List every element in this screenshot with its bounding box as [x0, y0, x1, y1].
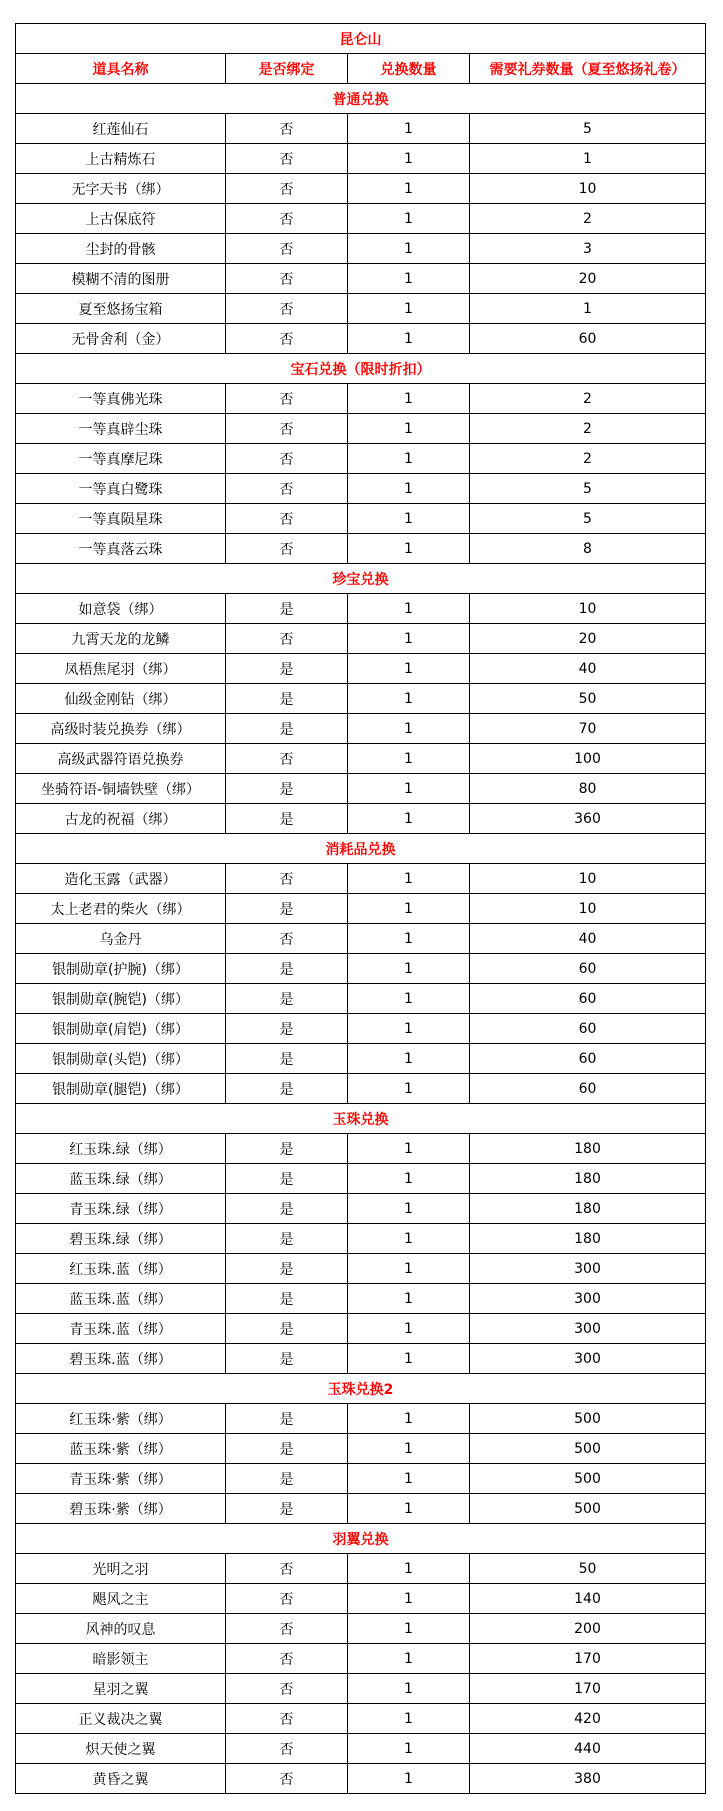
section-row [16, 1374, 706, 1404]
item-name-cell: 高级武器符语兑换券 [16, 744, 226, 774]
voucher-cost-cell: 60 [470, 324, 706, 354]
section-title: 普通兑换 [16, 84, 706, 114]
bound-cell: 否 [226, 234, 348, 264]
voucher-cost-cell: 10 [470, 894, 706, 924]
table-row [16, 774, 706, 804]
quantity-cell: 1 [348, 864, 470, 894]
quantity-cell: 1 [348, 1554, 470, 1584]
table-row [16, 1464, 706, 1494]
bound-cell: 否 [226, 114, 348, 144]
item-name-cell: 一等真白鹭珠 [16, 474, 226, 504]
table-row [16, 1704, 706, 1734]
quantity-cell: 1 [348, 1344, 470, 1374]
item-name-cell: 蓝玉珠.绿（绑） [16, 1164, 226, 1194]
item-name-cell: 上古精炼石 [16, 144, 226, 174]
bound-cell: 否 [226, 1674, 348, 1704]
quantity-cell: 1 [348, 1434, 470, 1464]
table-row [16, 1014, 706, 1044]
item-name-cell: 银制勋章(腿铠)（绑） [16, 1074, 226, 1104]
table-row [16, 864, 706, 894]
table-row [16, 954, 706, 984]
bound-cell: 是 [226, 1194, 348, 1224]
section-title: 玉珠兑换 [16, 1104, 706, 1134]
voucher-cost-cell: 2 [470, 414, 706, 444]
bound-cell: 否 [226, 444, 348, 474]
item-name-cell: 如意袋（绑） [16, 594, 226, 624]
section-row [16, 1104, 706, 1134]
section-row [16, 564, 706, 594]
item-name-cell: 青玉珠.绿（绑） [16, 1194, 226, 1224]
voucher-cost-cell: 40 [470, 924, 706, 954]
voucher-cost-cell: 40 [470, 654, 706, 684]
quantity-cell: 1 [348, 984, 470, 1014]
item-name-cell: 一等真落云珠 [16, 534, 226, 564]
item-name-cell: 银制勋章(肩铠)（绑） [16, 1014, 226, 1044]
voucher-cost-cell: 10 [470, 864, 706, 894]
item-name-cell: 古龙的祝福（绑） [16, 804, 226, 834]
voucher-cost-cell: 170 [470, 1674, 706, 1704]
bound-cell: 否 [226, 924, 348, 954]
voucher-cost-cell: 3 [470, 234, 706, 264]
voucher-cost-cell: 180 [470, 1134, 706, 1164]
bound-cell: 否 [226, 1704, 348, 1734]
voucher-cost-cell: 500 [470, 1494, 706, 1524]
item-name-cell: 碧玉珠.蓝（绑） [16, 1344, 226, 1374]
bound-cell: 否 [226, 864, 348, 894]
item-name-cell: 坐骑符语-铜墙铁壁（绑） [16, 774, 226, 804]
quantity-cell: 1 [348, 1704, 470, 1734]
quantity-cell: 1 [348, 294, 470, 324]
item-name-cell: 银制勋章(头铠)（绑） [16, 1044, 226, 1074]
voucher-cost-cell: 5 [470, 504, 706, 534]
bound-cell: 否 [226, 504, 348, 534]
table-row [16, 504, 706, 534]
bound-cell: 否 [226, 1644, 348, 1674]
bound-cell: 是 [226, 1404, 348, 1434]
quantity-cell: 1 [348, 504, 470, 534]
voucher-cost-cell: 60 [470, 1044, 706, 1074]
quantity-cell: 1 [348, 924, 470, 954]
item-name-cell: 高级时装兑换券（绑） [16, 714, 226, 744]
table-row [16, 1644, 706, 1674]
quantity-cell: 1 [348, 444, 470, 474]
item-name-cell: 凤梧焦尾羽（绑） [16, 654, 226, 684]
table-row [16, 234, 706, 264]
table-row [16, 474, 706, 504]
quantity-cell: 1 [348, 1674, 470, 1704]
table-row [16, 1074, 706, 1104]
table-row [16, 1734, 706, 1764]
quantity-cell: 1 [348, 1494, 470, 1524]
quantity-cell: 1 [348, 144, 470, 174]
voucher-cost-cell: 10 [470, 174, 706, 204]
quantity-cell: 1 [348, 954, 470, 984]
voucher-cost-cell: 300 [470, 1254, 706, 1284]
quantity-cell: 1 [348, 744, 470, 774]
table-row [16, 1584, 706, 1614]
bound-cell: 是 [226, 954, 348, 984]
quantity-cell: 1 [348, 534, 470, 564]
section-title: 消耗品兑换 [16, 834, 706, 864]
item-name-cell: 光明之羽 [16, 1554, 226, 1584]
item-name-cell: 蓝玉珠·紫（绑） [16, 1434, 226, 1464]
voucher-cost-cell: 80 [470, 774, 706, 804]
table-row [16, 174, 706, 204]
quantity-cell: 1 [348, 1764, 470, 1794]
item-name-cell: 红玉珠.绿（绑） [16, 1134, 226, 1164]
table-row [16, 1164, 706, 1194]
item-name-cell: 一等真陨星珠 [16, 504, 226, 534]
item-name-cell: 青玉珠·紫（绑） [16, 1464, 226, 1494]
voucher-cost-cell: 360 [470, 804, 706, 834]
voucher-cost-cell: 300 [470, 1344, 706, 1374]
item-name-cell: 模糊不清的图册 [16, 264, 226, 294]
bound-cell: 否 [226, 264, 348, 294]
item-name-cell: 红玉珠·紫（绑） [16, 1404, 226, 1434]
table-row [16, 384, 706, 414]
quantity-cell: 1 [348, 1134, 470, 1164]
bound-cell: 是 [226, 654, 348, 684]
voucher-cost-cell: 60 [470, 1074, 706, 1104]
item-name-cell: 蓝玉珠.蓝（绑） [16, 1284, 226, 1314]
bound-cell: 否 [226, 204, 348, 234]
voucher-cost-cell: 20 [470, 624, 706, 654]
table-row [16, 1554, 706, 1584]
voucher-cost-cell: 200 [470, 1614, 706, 1644]
table-row [16, 1194, 706, 1224]
bound-cell: 否 [226, 1764, 348, 1794]
voucher-cost-cell: 420 [470, 1704, 706, 1734]
table-row [16, 1134, 706, 1164]
voucher-cost-cell: 500 [470, 1404, 706, 1434]
item-name-cell: 无字天书（绑） [16, 174, 226, 204]
item-name-cell: 飓风之主 [16, 1584, 226, 1614]
header-bound: 是否绑定 [226, 54, 348, 84]
voucher-cost-cell: 500 [470, 1434, 706, 1464]
bound-cell: 是 [226, 714, 348, 744]
item-name-cell: 碧玉珠·紫（绑） [16, 1494, 226, 1524]
item-name-cell: 无骨舍利（金） [16, 324, 226, 354]
bound-cell: 否 [226, 384, 348, 414]
quantity-cell: 1 [348, 264, 470, 294]
bound-cell: 否 [226, 534, 348, 564]
item-name-cell: 暗影领主 [16, 1644, 226, 1674]
voucher-cost-cell: 380 [470, 1764, 706, 1794]
table-row [16, 1434, 706, 1464]
quantity-cell: 1 [348, 1314, 470, 1344]
table-row [16, 264, 706, 294]
table-row [16, 1494, 706, 1524]
voucher-cost-cell: 5 [470, 114, 706, 144]
bound-cell: 是 [226, 774, 348, 804]
table-row [16, 624, 706, 654]
quantity-cell: 1 [348, 114, 470, 144]
section-title: 羽翼兑换 [16, 1524, 706, 1554]
bound-cell: 是 [226, 684, 348, 714]
bound-cell: 否 [226, 624, 348, 654]
bound-cell: 是 [226, 1074, 348, 1104]
item-name-cell: 银制勋章(腕铠)（绑） [16, 984, 226, 1014]
quantity-cell: 1 [348, 1164, 470, 1194]
table-row [16, 144, 706, 174]
table-row [16, 114, 706, 144]
quantity-cell: 1 [348, 1404, 470, 1434]
quantity-cell: 1 [348, 1464, 470, 1494]
bound-cell: 否 [226, 1554, 348, 1584]
table-row [16, 534, 706, 564]
quantity-cell: 1 [348, 804, 470, 834]
item-name-cell: 乌金丹 [16, 924, 226, 954]
bound-cell: 否 [226, 414, 348, 444]
voucher-cost-cell: 180 [470, 1224, 706, 1254]
voucher-cost-cell: 60 [470, 984, 706, 1014]
table-row [16, 594, 706, 624]
item-name-cell: 上古保底符 [16, 204, 226, 234]
voucher-cost-cell: 50 [470, 1554, 706, 1584]
voucher-cost-cell: 10 [470, 594, 706, 624]
quantity-cell: 1 [348, 1734, 470, 1764]
voucher-cost-cell: 50 [470, 684, 706, 714]
table-row [16, 1764, 706, 1794]
bound-cell: 是 [226, 804, 348, 834]
quantity-cell: 1 [348, 1284, 470, 1314]
voucher-cost-cell: 300 [470, 1314, 706, 1344]
quantity-cell: 1 [348, 1044, 470, 1074]
item-name-cell: 仙级金刚钻（绑） [16, 684, 226, 714]
bound-cell: 是 [226, 1284, 348, 1314]
table-row [16, 714, 706, 744]
bound-cell: 否 [226, 174, 348, 204]
title-row [16, 24, 706, 54]
item-name-cell: 炽天使之翼 [16, 1734, 226, 1764]
table-row [16, 414, 706, 444]
section-row [16, 834, 706, 864]
bound-cell: 否 [226, 1734, 348, 1764]
item-name-cell: 九霄天龙的龙鳞 [16, 624, 226, 654]
bound-cell: 否 [226, 474, 348, 504]
item-name-cell: 正义裁决之翼 [16, 1704, 226, 1734]
bound-cell: 是 [226, 1314, 348, 1344]
quantity-cell: 1 [348, 714, 470, 744]
quantity-cell: 1 [348, 1194, 470, 1224]
section-title: 宝石兑换（限时折扣） [16, 354, 706, 384]
quantity-cell: 1 [348, 1644, 470, 1674]
voucher-cost-cell: 8 [470, 534, 706, 564]
voucher-cost-cell: 170 [470, 1644, 706, 1674]
exchange-table-body [16, 24, 706, 1794]
quantity-cell: 1 [348, 774, 470, 804]
quantity-cell: 1 [348, 324, 470, 354]
voucher-cost-cell: 2 [470, 204, 706, 234]
table-row [16, 1314, 706, 1344]
table-row [16, 1344, 706, 1374]
quantity-cell: 1 [348, 1254, 470, 1284]
item-name-cell: 一等真摩尼珠 [16, 444, 226, 474]
bound-cell: 是 [226, 1134, 348, 1164]
table-row [16, 1254, 706, 1284]
quantity-cell: 1 [348, 1224, 470, 1254]
item-name-cell: 黄昏之翼 [16, 1764, 226, 1794]
voucher-cost-cell: 100 [470, 744, 706, 774]
section-row [16, 1524, 706, 1554]
item-name-cell: 夏至悠扬宝箱 [16, 294, 226, 324]
item-name-cell: 碧玉珠.绿（绑） [16, 1224, 226, 1254]
table-row [16, 924, 706, 954]
bound-cell: 是 [226, 1494, 348, 1524]
quantity-cell: 1 [348, 414, 470, 444]
bound-cell: 是 [226, 1254, 348, 1284]
bound-cell: 是 [226, 1434, 348, 1464]
bound-cell: 是 [226, 1344, 348, 1374]
quantity-cell: 1 [348, 684, 470, 714]
table-row [16, 1224, 706, 1254]
voucher-cost-cell: 500 [470, 1464, 706, 1494]
table-row [16, 654, 706, 684]
item-name-cell: 一等真佛光珠 [16, 384, 226, 414]
quantity-cell: 1 [348, 384, 470, 414]
quantity-cell: 1 [348, 894, 470, 924]
voucher-cost-cell: 20 [470, 264, 706, 294]
quantity-cell: 1 [348, 654, 470, 684]
quantity-cell: 1 [348, 204, 470, 234]
bound-cell: 是 [226, 1044, 348, 1074]
voucher-cost-cell: 5 [470, 474, 706, 504]
bound-cell: 是 [226, 1224, 348, 1254]
voucher-cost-cell: 2 [470, 444, 706, 474]
bound-cell: 否 [226, 744, 348, 774]
quantity-cell: 1 [348, 1014, 470, 1044]
quantity-cell: 1 [348, 624, 470, 654]
quantity-cell: 1 [348, 474, 470, 504]
item-name-cell: 红莲仙石 [16, 114, 226, 144]
quantity-cell: 1 [348, 594, 470, 624]
quantity-cell: 1 [348, 1584, 470, 1614]
table-row [16, 1674, 706, 1704]
bound-cell: 是 [226, 1014, 348, 1044]
header-voucher-cost: 需要礼券数量（夏至悠扬礼卷） [470, 54, 706, 84]
bound-cell: 否 [226, 1584, 348, 1614]
voucher-cost-cell: 2 [470, 384, 706, 414]
item-name-cell: 太上老君的柴火（绑） [16, 894, 226, 924]
item-name-cell: 星羽之翼 [16, 1674, 226, 1704]
item-name-cell: 造化玉露（武器） [16, 864, 226, 894]
table-row [16, 324, 706, 354]
bound-cell: 否 [226, 294, 348, 324]
table-row [16, 1614, 706, 1644]
table-row [16, 1284, 706, 1314]
voucher-cost-cell: 440 [470, 1734, 706, 1764]
quantity-cell: 1 [348, 1614, 470, 1644]
table-row [16, 684, 706, 714]
item-name-cell: 一等真辟尘珠 [16, 414, 226, 444]
exchange-table [15, 23, 706, 1794]
voucher-cost-cell: 180 [470, 1164, 706, 1194]
bound-cell: 是 [226, 594, 348, 624]
section-title: 玉珠兑换2 [16, 1374, 706, 1404]
bound-cell: 否 [226, 1614, 348, 1644]
voucher-cost-cell: 1 [470, 294, 706, 324]
bound-cell: 是 [226, 1464, 348, 1494]
bound-cell: 否 [226, 144, 348, 174]
item-name-cell: 银制勋章(护腕)（绑） [16, 954, 226, 984]
header-row [16, 54, 706, 84]
header-quantity: 兑换数量 [348, 54, 470, 84]
voucher-cost-cell: 180 [470, 1194, 706, 1224]
bound-cell: 否 [226, 324, 348, 354]
bound-cell: 是 [226, 1164, 348, 1194]
voucher-cost-cell: 300 [470, 1284, 706, 1314]
voucher-cost-cell: 60 [470, 1014, 706, 1044]
table-row [16, 294, 706, 324]
section-row [16, 354, 706, 384]
table-row [16, 744, 706, 774]
bound-cell: 是 [226, 984, 348, 1014]
table-title: 昆仑山 [16, 24, 706, 54]
voucher-cost-cell: 70 [470, 714, 706, 744]
item-name-cell: 青玉珠.蓝（绑） [16, 1314, 226, 1344]
voucher-cost-cell: 1 [470, 144, 706, 174]
table-row [16, 204, 706, 234]
quantity-cell: 1 [348, 1074, 470, 1104]
quantity-cell: 1 [348, 234, 470, 264]
table-row [16, 444, 706, 474]
table-row [16, 984, 706, 1014]
table-row [16, 1044, 706, 1074]
voucher-cost-cell: 60 [470, 954, 706, 984]
item-name-cell: 风神的叹息 [16, 1614, 226, 1644]
bound-cell: 是 [226, 894, 348, 924]
item-name-cell: 尘封的骨骸 [16, 234, 226, 264]
table-row [16, 894, 706, 924]
voucher-cost-cell: 140 [470, 1584, 706, 1614]
section-row [16, 84, 706, 114]
quantity-cell: 1 [348, 174, 470, 204]
item-name-cell: 红玉珠.蓝（绑） [16, 1254, 226, 1284]
table-row [16, 804, 706, 834]
table-row [16, 1404, 706, 1434]
header-item-name: 道具名称 [16, 54, 226, 84]
section-title: 珍宝兑换 [16, 564, 706, 594]
